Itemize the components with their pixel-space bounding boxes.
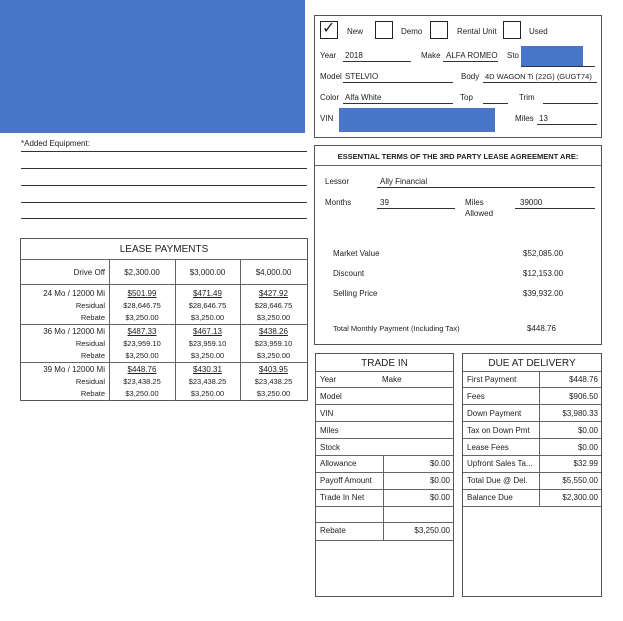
model-value: STELVIO bbox=[345, 72, 379, 81]
vin-redaction bbox=[339, 108, 495, 132]
residual-39-label: Residual bbox=[75, 377, 105, 386]
due-at-delivery-title: DUE AT DELIVERY bbox=[488, 358, 576, 369]
checkbox-rental-label: Rental Unit bbox=[457, 27, 497, 36]
trade-stock-label: Stock bbox=[320, 443, 341, 452]
balance-due-label: Balance Due bbox=[467, 493, 513, 502]
drive-off-2: $3,000.00 bbox=[189, 268, 226, 277]
term-36-label: 36 Mo / 12000 Mi bbox=[43, 327, 105, 336]
miles-allowed-label: Miles bbox=[465, 198, 484, 207]
lease-payments-title: LEASE PAYMENTS bbox=[119, 244, 209, 255]
upfront-tax-value: $32.99 bbox=[573, 459, 598, 468]
payoff-value: $0.00 bbox=[429, 476, 450, 485]
total-monthly-value: $448.76 bbox=[527, 324, 556, 333]
total-monthly-label: Total Monthly Payment (Including Tax) bbox=[333, 324, 460, 333]
check-mark-icon: ✓ bbox=[322, 20, 336, 37]
rebate-36-3: $3,250.00 bbox=[256, 351, 291, 360]
term-24-label: 24 Mo / 12000 Mi bbox=[43, 289, 105, 298]
essential-terms-box bbox=[314, 145, 602, 345]
body-value: 4D WAGON Ti (22G) (GUGT74) bbox=[485, 72, 592, 81]
rebate-36-label: Rebate bbox=[80, 351, 105, 360]
trade-in-box bbox=[315, 353, 454, 597]
year-value: 2018 bbox=[345, 51, 363, 60]
lessor-value: Ally Financial bbox=[380, 177, 428, 186]
trade-vin-label: VIN bbox=[320, 409, 334, 418]
body-label: Body bbox=[461, 72, 480, 81]
first-payment-value: $448.76 bbox=[569, 375, 598, 384]
residual-36-label: Residual bbox=[75, 339, 105, 348]
model-label: Model bbox=[320, 72, 342, 81]
rebate-24-label: Rebate bbox=[80, 313, 105, 322]
checkbox-new-label: New bbox=[347, 27, 364, 36]
rebate-24-2: $3,250.00 bbox=[190, 313, 225, 322]
stock-redaction bbox=[521, 46, 583, 66]
payment-36-3: $438.26 bbox=[259, 327, 288, 336]
rebate-39-1: $3,250.00 bbox=[125, 389, 159, 398]
rebate-39-3: $3,250.00 bbox=[256, 389, 291, 398]
year-label: Year bbox=[320, 51, 337, 60]
payment-24-3: $427.92 bbox=[259, 289, 288, 298]
payment-39-2: $430.31 bbox=[193, 365, 222, 374]
stock-label: Sto bbox=[507, 51, 520, 60]
rebate-39-label: Rebate bbox=[80, 389, 105, 398]
payoff-label: Payoff Amount bbox=[320, 476, 372, 485]
upfront-tax-label: Upfront Sales Ta... bbox=[467, 459, 533, 468]
allowance-label: Allowance bbox=[320, 459, 357, 468]
miles-label: Miles bbox=[515, 114, 534, 123]
residual-39-3: $23,438.25 bbox=[254, 377, 293, 386]
balance-due-value: $2,300.00 bbox=[562, 493, 598, 502]
checkbox-demo-label: Demo bbox=[401, 27, 423, 36]
residual-24-1: $28,646.75 bbox=[123, 301, 161, 310]
payment-24-1: $501.99 bbox=[127, 289, 157, 298]
tax-down-label: Tax on Down Pmt bbox=[467, 426, 530, 435]
trade-in-title: TRADE IN bbox=[361, 358, 408, 369]
rebate-24-1: $3,250.00 bbox=[125, 313, 159, 322]
rebate-36-2: $3,250.00 bbox=[190, 351, 225, 360]
fees-label: Fees bbox=[467, 392, 485, 401]
payment-39-1: $448.76 bbox=[127, 365, 157, 374]
payment-36-1: $487.33 bbox=[127, 327, 157, 336]
discount-label: Discount bbox=[333, 269, 365, 278]
drive-off-label: Drive Off bbox=[73, 268, 105, 277]
rebate-39-2: $3,250.00 bbox=[190, 389, 225, 398]
lessor-label: Lessor bbox=[325, 177, 350, 186]
discount-value: $12,153.00 bbox=[523, 269, 564, 278]
trade-net-value: $0.00 bbox=[429, 493, 450, 502]
residual-24-label: Residual bbox=[75, 301, 105, 310]
total-due-value: $5,550.00 bbox=[562, 476, 598, 485]
fees-value: $906.50 bbox=[569, 392, 598, 401]
first-payment-label: First Payment bbox=[467, 375, 517, 384]
allowance-value: $0.00 bbox=[429, 459, 450, 468]
trade-rebate-value: $3,250.00 bbox=[414, 526, 450, 535]
residual-39-1: $23,438.25 bbox=[123, 377, 161, 386]
residual-36-1: $23,959.10 bbox=[123, 339, 161, 348]
lease-fees-label: Lease Fees bbox=[467, 443, 509, 452]
market-value-label: Market Value bbox=[333, 249, 380, 258]
trade-miles-label: Miles bbox=[320, 426, 339, 435]
rebate-36-1: $3,250.00 bbox=[125, 351, 159, 360]
payment-24-2: $471.49 bbox=[193, 289, 222, 298]
months-value: 39 bbox=[380, 198, 389, 207]
make-value: ALFA ROMEO bbox=[446, 51, 498, 60]
miles-allowed-value: 39000 bbox=[520, 198, 543, 207]
residual-39-2: $23,438.25 bbox=[188, 377, 227, 386]
total-due-label: Total Due @ Del. bbox=[467, 476, 528, 485]
payment-36-2: $467.13 bbox=[193, 327, 222, 336]
tax-down-value: $0.00 bbox=[577, 426, 598, 435]
top-label: Top bbox=[460, 93, 473, 102]
miles-value: 13 bbox=[539, 114, 548, 123]
selling-price-value: $39,932.00 bbox=[523, 289, 564, 298]
checkbox-demo[interactable] bbox=[375, 21, 393, 39]
checkbox-new[interactable] bbox=[320, 21, 338, 39]
selling-price-label: Selling Price bbox=[333, 289, 378, 298]
color-label: Color bbox=[320, 93, 340, 102]
checkbox-used[interactable] bbox=[503, 21, 521, 39]
trade-make-label: Make bbox=[382, 375, 402, 384]
make-label: Make bbox=[421, 51, 441, 60]
vin-label: VIN bbox=[320, 114, 334, 123]
trade-net-label: Trade In Net bbox=[320, 493, 365, 502]
checkbox-used-label: Used bbox=[529, 27, 548, 36]
color-value: Alfa White bbox=[345, 93, 382, 102]
lease-payments-box bbox=[20, 238, 308, 401]
market-value: $52,085.00 bbox=[523, 249, 564, 258]
rebate-24-3: $3,250.00 bbox=[256, 313, 291, 322]
payment-39-3: $403.95 bbox=[259, 365, 288, 374]
residual-24-2: $28,646.75 bbox=[188, 301, 227, 310]
trade-rebate-label: Rebate bbox=[320, 526, 346, 535]
trade-model-label: Model bbox=[320, 392, 342, 401]
down-payment-label: Down Payment bbox=[467, 409, 522, 418]
miles-allowed-label-2: Allowed bbox=[465, 209, 494, 218]
trim-label: Trim bbox=[519, 93, 535, 102]
drive-off-3: $4,000.00 bbox=[255, 268, 292, 277]
trade-year-label: Year bbox=[320, 375, 337, 384]
months-label: Months bbox=[325, 198, 352, 207]
term-39-label: 39 Mo / 12000 Mi bbox=[43, 365, 105, 374]
redacted-block bbox=[0, 0, 305, 133]
due-at-delivery-box bbox=[462, 353, 602, 597]
vehicle-info-box bbox=[314, 15, 602, 138]
residual-24-3: $28,646.75 bbox=[254, 301, 293, 310]
drive-off-1: $2,300.00 bbox=[124, 268, 160, 277]
added-equipment-label: *Added Equipment: bbox=[21, 139, 90, 148]
residual-36-3: $23,959.10 bbox=[254, 339, 293, 348]
checkbox-rental[interactable] bbox=[430, 21, 448, 39]
down-payment-value: $3,980.33 bbox=[562, 409, 598, 418]
lease-fees-value: $0.00 bbox=[577, 443, 598, 452]
residual-36-2: $23,959.10 bbox=[188, 339, 227, 348]
essential-terms-title: ESSENTIAL TERMS OF THE 3RD PARTY LEASE AGREEMENT ARE: bbox=[337, 152, 579, 161]
